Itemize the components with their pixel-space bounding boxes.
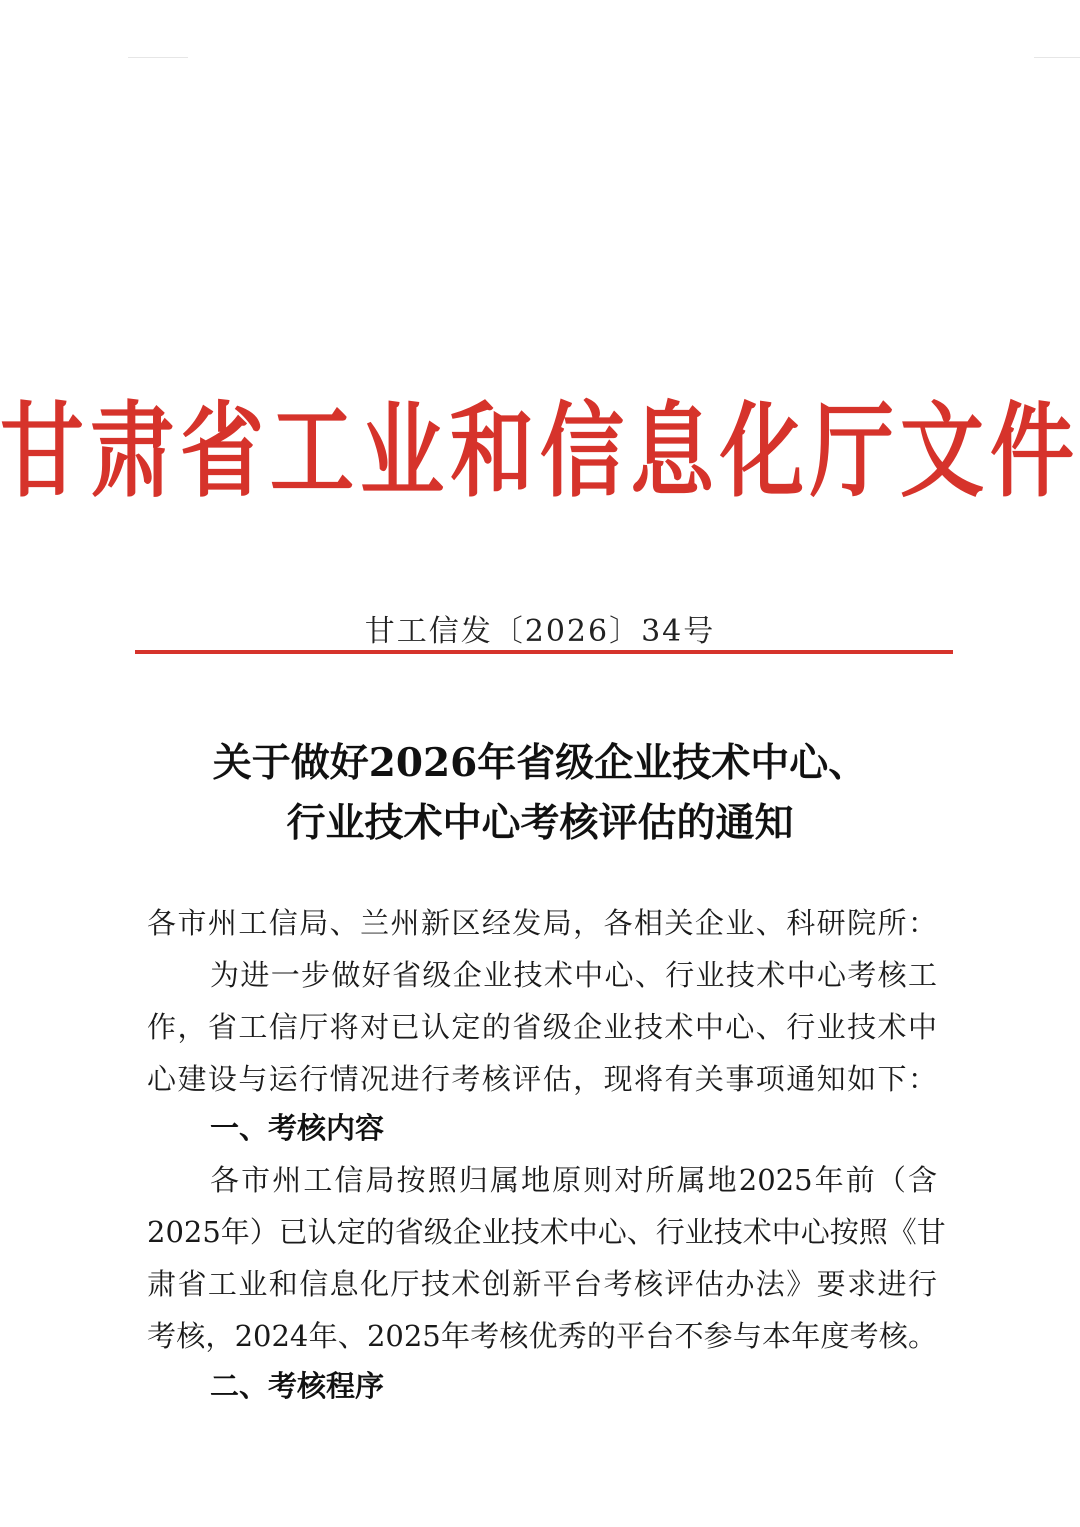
addressees: 各市州工信局、兰州新区经发局，各相关企业、科研院所： — [147, 906, 937, 940]
intro-line-1: 为进一步做好省级企业技术中心、行业技术中心考核工 — [210, 958, 937, 992]
section-1-heading: 一、考核内容 — [210, 1111, 385, 1145]
scan-mark-left — [128, 57, 188, 58]
notice-title-line-2: 行业技术中心考核评估的通知 — [286, 800, 794, 846]
document-number: 甘工信发〔2026〕34号 — [364, 614, 716, 649]
section-1-line-1: 各市州工信局按照归属地原则对所属地2025年前（含 — [210, 1163, 937, 1197]
issuer-title: 甘肃省工业和信息化厅文件 — [0, 391, 1080, 512]
section-1-line-4: 考核，2024年、2025年考核优秀的平台不参与本年度考核。 — [147, 1319, 937, 1353]
scan-mark-right — [1034, 57, 1080, 58]
notice-title-line-1: 关于做好2026年省级企业技术中心、 — [212, 740, 868, 786]
section-2-heading: 二、考核程序 — [210, 1369, 385, 1403]
section-1-line-3: 肃省工业和信息化厅技术创新平台考核评估办法》要求进行 — [147, 1267, 937, 1301]
intro-line-3: 心建设与运行情况进行考核评估，现将有关事项通知如下： — [147, 1062, 937, 1096]
section-1-line-2: 2025年）已认定的省级企业技术中心、行业技术中心按照《甘 — [147, 1215, 946, 1249]
red-divider-line — [135, 650, 953, 654]
intro-line-2: 作，省工信厅将对已认定的省级企业技术中心、行业技术中 — [147, 1010, 937, 1044]
